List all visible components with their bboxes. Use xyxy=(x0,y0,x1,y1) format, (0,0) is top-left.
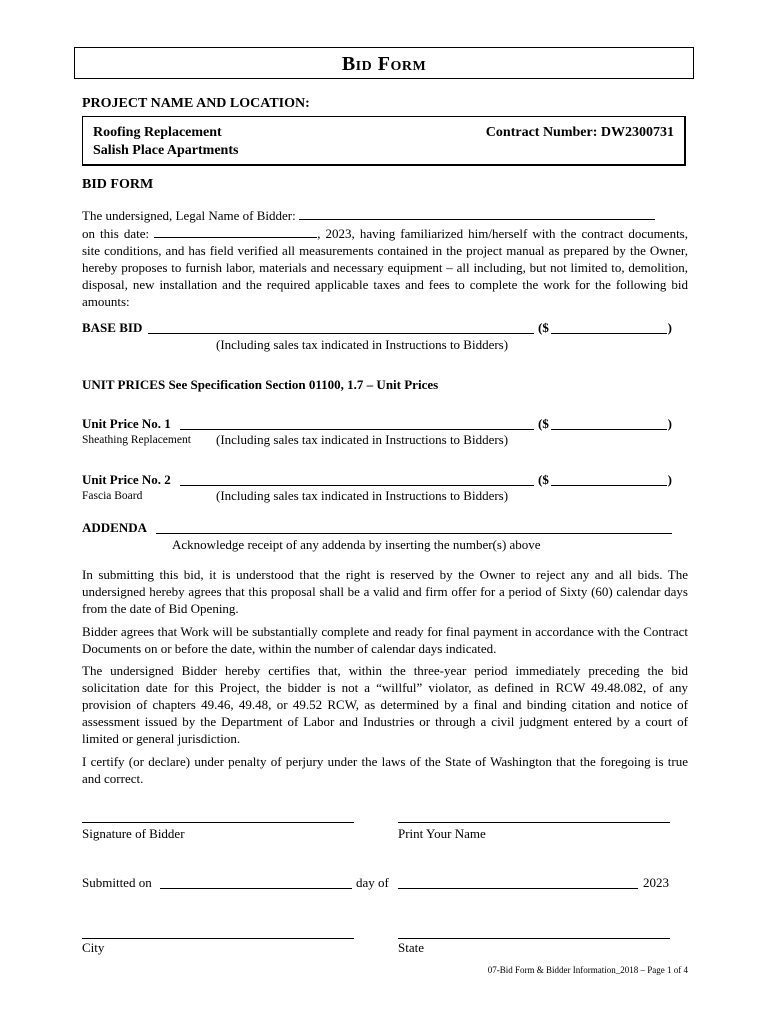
base-bid-dollar: ($ xyxy=(538,320,549,335)
unit-price-2-note: (Including sales tax indicated in Instructions to Bidders) xyxy=(216,488,509,503)
paragraph-perjury: I certify (or declare) under penalty of perjury under the laws of the State of Washington that the foregoing is true and correct. xyxy=(82,754,688,786)
city-field[interactable] xyxy=(82,938,354,939)
unit-price-1-sub: Sheathing Replacement xyxy=(82,434,191,446)
bidder-name-field[interactable] xyxy=(299,206,655,220)
base-bid-row xyxy=(82,320,672,336)
base-bid-close: ) xyxy=(667,320,672,335)
base-bid-field[interactable] xyxy=(148,333,534,334)
city-label: City xyxy=(82,940,105,955)
paragraph-completion: Bidder agrees that Work will be substantially complete and ready for final payment in accordance with the Contract Documents on or before the date, within the number of calendar days indicated. xyxy=(82,624,688,656)
submitted-on-label: Submitted on xyxy=(82,875,152,890)
unit-price-1-label: Unit Price No. 1 xyxy=(82,416,171,431)
unit-price-2-field[interactable] xyxy=(180,485,534,486)
unit-price-2-close: ) xyxy=(667,472,672,487)
project-name-line2: Salish Place Apartments xyxy=(93,143,239,158)
day-of-field[interactable] xyxy=(398,888,638,889)
base-bid-note: (Including sales tax indicated in Instructions to Bidders) xyxy=(216,337,509,352)
addenda-label: ADDENDA xyxy=(82,520,147,535)
unit-price-1-close: ) xyxy=(667,416,672,431)
addenda-row xyxy=(82,520,672,536)
unit-price-1-dollar: ($ xyxy=(538,416,549,431)
unit-price-2-dollar: ($ xyxy=(538,472,549,487)
submitted-on-field[interactable] xyxy=(160,888,352,889)
print-name-field[interactable] xyxy=(398,822,670,823)
intro-text-1: The undersigned, Legal Name of Bidder: xyxy=(82,208,299,223)
unit-price-2-row xyxy=(82,472,672,488)
page-title: Bid Form xyxy=(74,47,694,79)
bid-form-heading: BID FORM xyxy=(82,177,154,192)
contract-number: Contract Number: DW2300731 xyxy=(485,125,674,140)
base-bid-label: BASE BID xyxy=(82,320,143,335)
intro-paragraph xyxy=(82,206,688,310)
state-label: State xyxy=(398,940,424,955)
project-name-line1: Roofing Replacement xyxy=(93,125,222,140)
unit-price-1-note: (Including sales tax indicated in Instructions to Bidders) xyxy=(216,432,509,447)
addenda-field[interactable] xyxy=(156,533,672,534)
unit-price-1-row xyxy=(82,416,672,432)
base-bid-amount-field[interactable] xyxy=(551,333,667,334)
day-of-label: day of xyxy=(356,875,389,890)
project-info-box xyxy=(82,116,686,166)
page-footer: 07-Bid Form & Bidder Information_2018 – Page 1 of 4 xyxy=(487,965,688,975)
print-name-label: Print Your Name xyxy=(398,826,486,841)
unit-price-2-sub: Fascia Board xyxy=(82,490,143,502)
unit-price-2-label: Unit Price No. 2 xyxy=(82,472,171,487)
state-field[interactable] xyxy=(398,938,670,939)
date-field[interactable] xyxy=(154,224,317,238)
signature-label: Signature of Bidder xyxy=(82,826,185,841)
project-heading: PROJECT NAME AND LOCATION: xyxy=(82,96,310,111)
intro-text-3: , 2023, having familiarized him/herself with the contract documents, site conditions, and has field verified all measurements contained in the project manual as prepared by the Owner, hereby proposes to furnish labor, materials and necessary equipment – all including, but not limited to, demolition, disposal, new installation and the required applicable taxes and fees to complete the work for the following bid amounts: xyxy=(82,226,688,309)
unit-prices-heading: UNIT PRICES See Specification Section 01100, 1.7 – Unit Prices xyxy=(82,377,439,392)
unit-price-1-field[interactable] xyxy=(180,429,534,430)
paragraph-reserve-right: In submitting this bid, it is understood that the right is reserved by the Owner to reject any and all bids. The undersigned hereby agrees that this proposal shall be a valid and firm offer for a period of Sixty (60) calendar days from the date of Bid Opening. xyxy=(82,567,688,616)
signature-field[interactable] xyxy=(82,822,354,823)
year-label: 2023 xyxy=(643,875,669,890)
paragraph-certification: The undersigned Bidder hereby certifies that, within the three-year period immediately preceding the bid solicitation date for this Project, the bidder is not a “willful” violator, as defined in RCW 49.48.082, of any provision of chapters 49.46, 49.48, or 49.52 RCW, as determined by a final and binding citation and notice of assessment issued by the Department of Labor and Industries or through a civil judgment entered by a court of limited or general jurisdiction. xyxy=(82,663,688,746)
unit-price-1-amount-field[interactable] xyxy=(551,429,667,430)
addenda-note: Acknowledge receipt of any addenda by inserting the number(s) above xyxy=(172,537,541,552)
unit-price-2-amount-field[interactable] xyxy=(551,485,667,486)
intro-text-2: on this date: xyxy=(82,226,155,241)
